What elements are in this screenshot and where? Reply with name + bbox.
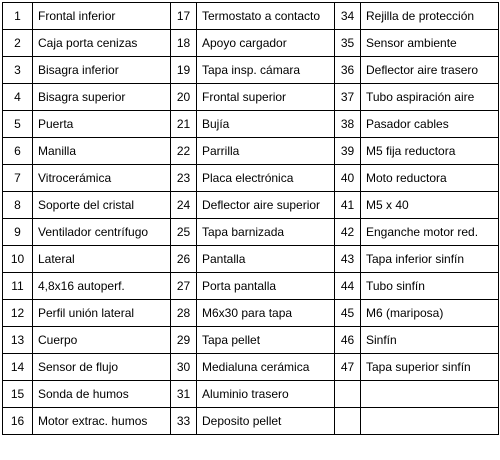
part-number-cell: 11: [3, 273, 33, 300]
part-name-cell: Bisagra superior: [33, 84, 171, 111]
table-row: [3, 300, 499, 327]
part-name-cell: Bujía: [197, 111, 335, 138]
part-number-cell: 5: [3, 111, 33, 138]
part-number-cell: 43: [335, 246, 361, 273]
part-name-cell: Enganche motor red.: [361, 219, 499, 246]
table-row: [3, 408, 499, 435]
part-name-cell: Bisagra inferior: [33, 57, 171, 84]
table-row: [3, 246, 499, 273]
table-row: [3, 3, 499, 30]
part-name-cell: Vitrocerámica: [33, 165, 171, 192]
part-number-cell: 33: [171, 408, 197, 435]
part-number-cell: 6: [3, 138, 33, 165]
part-name-cell: Placa electrónica: [197, 165, 335, 192]
part-name-cell: [361, 408, 499, 435]
part-name-cell: M5 fija reductora: [361, 138, 499, 165]
part-number-cell: 8: [3, 192, 33, 219]
part-name-cell: Sensor ambiente: [361, 30, 499, 57]
part-number-cell: 37: [335, 84, 361, 111]
parts-table-body: [3, 3, 499, 435]
part-number-cell: 12: [3, 300, 33, 327]
part-name-cell: Pantalla: [197, 246, 335, 273]
part-number-cell: 16: [3, 408, 33, 435]
part-name-cell: Frontal inferior: [33, 3, 171, 30]
part-name-cell: Tapa superior sinfín: [361, 354, 499, 381]
part-number-cell: 34: [335, 3, 361, 30]
part-name-cell: Deflector aire superior: [197, 192, 335, 219]
part-name-cell: Deflector aire trasero: [361, 57, 499, 84]
part-name-cell: Termostato a contacto: [197, 3, 335, 30]
part-number-cell: 40: [335, 165, 361, 192]
part-name-cell: Sensor de flujo: [33, 354, 171, 381]
part-name-cell: Rejilla de protección: [361, 3, 499, 30]
part-number-cell: 41: [335, 192, 361, 219]
table-row: [3, 381, 499, 408]
table-row: [3, 273, 499, 300]
part-number-cell: 4: [3, 84, 33, 111]
part-number-cell: 30: [171, 354, 197, 381]
part-name-cell: Tubo sinfín: [361, 273, 499, 300]
part-number-cell: 22: [171, 138, 197, 165]
part-name-cell: Tapa insp. cámara: [197, 57, 335, 84]
part-name-cell: Tapa pellet: [197, 327, 335, 354]
table-row: [3, 192, 499, 219]
part-name-cell: Tapa barnizada: [197, 219, 335, 246]
table-row: [3, 219, 499, 246]
part-number-cell: 35: [335, 30, 361, 57]
part-name-cell: Sinfín: [361, 327, 499, 354]
part-number-cell: [335, 381, 361, 408]
part-name-cell: M5 x 40: [361, 192, 499, 219]
part-number-cell: 14: [3, 354, 33, 381]
part-number-cell: 29: [171, 327, 197, 354]
part-number-cell: 36: [335, 57, 361, 84]
table-row: [3, 165, 499, 192]
part-number-cell: 45: [335, 300, 361, 327]
part-number-cell: 26: [171, 246, 197, 273]
part-name-cell: Perfil unión lateral: [33, 300, 171, 327]
part-number-cell: 44: [335, 273, 361, 300]
part-number-cell: 7: [3, 165, 33, 192]
part-number-cell: 28: [171, 300, 197, 327]
part-name-cell: Sonda de humos: [33, 381, 171, 408]
part-number-cell: 23: [171, 165, 197, 192]
part-number-cell: 46: [335, 327, 361, 354]
part-number-cell: 20: [171, 84, 197, 111]
part-name-cell: 4,8x16 autoperf.: [33, 273, 171, 300]
part-name-cell: Medialuna cerámica: [197, 354, 335, 381]
part-number-cell: 47: [335, 354, 361, 381]
table-row: [3, 138, 499, 165]
table-row: [3, 354, 499, 381]
part-name-cell: Soporte del cristal: [33, 192, 171, 219]
table-row: [3, 327, 499, 354]
part-name-cell: Ventilador centrífugo: [33, 219, 171, 246]
part-name-cell: M6 (mariposa): [361, 300, 499, 327]
part-number-cell: 10: [3, 246, 33, 273]
part-name-cell: Pasador cables: [361, 111, 499, 138]
part-number-cell: 19: [171, 57, 197, 84]
table-row: [3, 111, 499, 138]
part-name-cell: Frontal superior: [197, 84, 335, 111]
part-name-cell: Apoyo cargador: [197, 30, 335, 57]
part-name-cell: Lateral: [33, 246, 171, 273]
part-number-cell: 9: [3, 219, 33, 246]
part-number-cell: 17: [171, 3, 197, 30]
part-number-cell: 31: [171, 381, 197, 408]
table-row: [3, 57, 499, 84]
parts-table: [2, 2, 499, 435]
part-name-cell: Deposito pellet: [197, 408, 335, 435]
part-number-cell: [335, 408, 361, 435]
part-name-cell: Aluminio trasero: [197, 381, 335, 408]
part-number-cell: 18: [171, 30, 197, 57]
part-name-cell: Tubo aspiración aire: [361, 84, 499, 111]
part-number-cell: 38: [335, 111, 361, 138]
part-name-cell: Motor extrac. humos: [33, 408, 171, 435]
part-name-cell: Puerta: [33, 111, 171, 138]
part-name-cell: Manilla: [33, 138, 171, 165]
part-number-cell: 1: [3, 3, 33, 30]
part-number-cell: 15: [3, 381, 33, 408]
part-name-cell: Moto reductora: [361, 165, 499, 192]
part-number-cell: 24: [171, 192, 197, 219]
part-number-cell: 42: [335, 219, 361, 246]
part-number-cell: 2: [3, 30, 33, 57]
part-name-cell: Tapa inferior sinfín: [361, 246, 499, 273]
part-name-cell: M6x30 para tapa: [197, 300, 335, 327]
part-number-cell: 25: [171, 219, 197, 246]
part-name-cell: Caja porta cenizas: [33, 30, 171, 57]
part-name-cell: [361, 381, 499, 408]
part-number-cell: 39: [335, 138, 361, 165]
part-number-cell: 3: [3, 57, 33, 84]
part-number-cell: 21: [171, 111, 197, 138]
part-name-cell: Porta pantalla: [197, 273, 335, 300]
part-name-cell: Parrilla: [197, 138, 335, 165]
table-row: [3, 84, 499, 111]
part-number-cell: 27: [171, 273, 197, 300]
table-row: [3, 30, 499, 57]
part-number-cell: 13: [3, 327, 33, 354]
part-name-cell: Cuerpo: [33, 327, 171, 354]
